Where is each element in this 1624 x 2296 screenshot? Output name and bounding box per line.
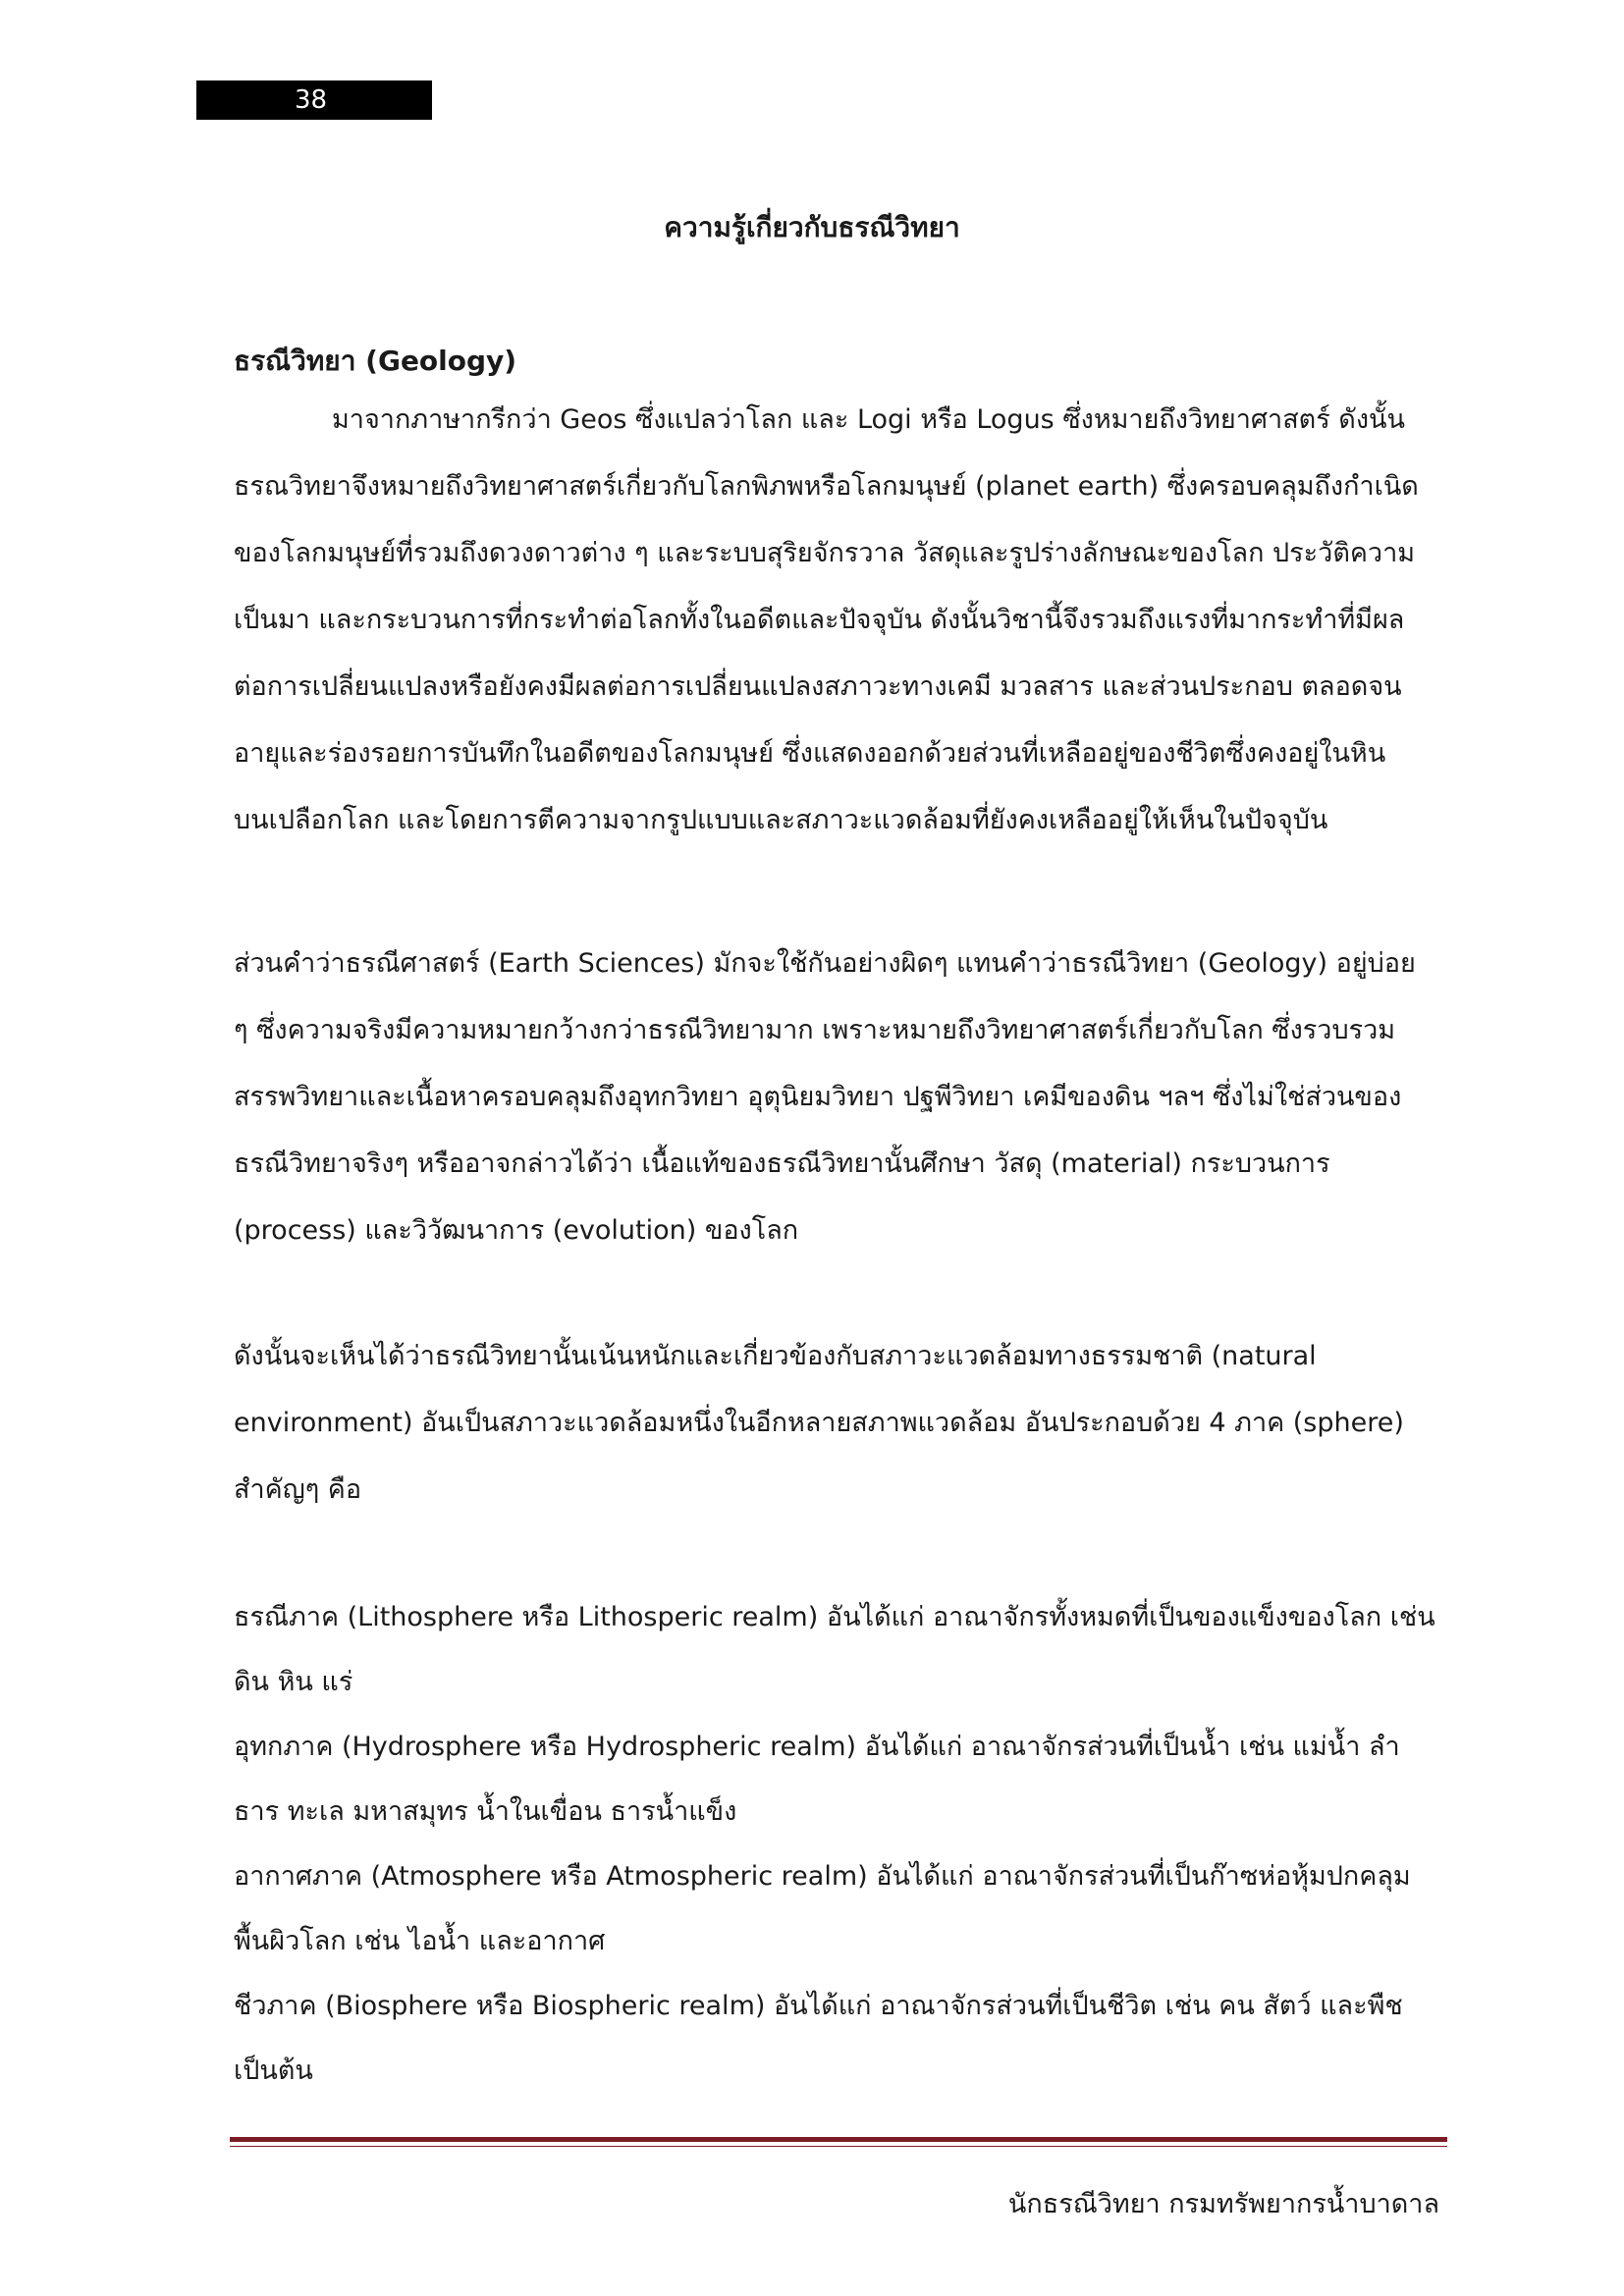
text-line: พื้นผิวโลก เช่น ไอน้ำ และอากาศ xyxy=(234,1926,606,1956)
paragraph-earth-sciences xyxy=(234,931,1441,1264)
text-line: ธรณีวิทยาจริงๆ หรืออาจกล่าวได้ว่า เนื้อแท้ของธรณีวิทยานั้นศึกษา วัสดุ (material) กระบวนการ xyxy=(234,1148,1330,1179)
text-line: อากาศภาค (Atmosphere หรือ Atmospheric realm) อันได้แก่ อาณาจักรส่วนที่เป็นก๊าซห่อหุ้มปกคลุม xyxy=(234,1861,1411,1892)
text-line: ชีวภาค (Biosphere หรือ Biospheric realm) อันได้แก่ อาณาจักรส่วนที่เป็นชีวิต เช่น คน สัตว์ และพืช xyxy=(234,1991,1403,2021)
text-line: สรรพวิทยาและเนื้อหาครอบคลุมถึงอุทกวิทยา อุตุนิยมวิทยา ปฐพีวิทยา เคมีของดิน ฯลฯ ซึ่งไม่ใช่ส่วนของ xyxy=(234,1082,1402,1112)
text-line: ต่อการเปลี่ยนแปลงหรือยังคงมีผลต่อการเปลี่ยนแปลงสภาวะทางเคมี มวลสาร และส่วนประกอบ ตลอดจน xyxy=(234,671,1402,702)
text-line: สำคัญๆ คือ xyxy=(234,1474,362,1505)
paragraph-geology-definition xyxy=(234,387,1441,854)
footer-divider xyxy=(230,2137,1447,2142)
text-line: (process) และวิวัฒนาการ (evolution) ของโลก xyxy=(234,1215,799,1246)
text-line: มาจากภาษากรีกว่า Geos ซึ่งแปลว่าโลก และ Logi หรือ Logus ซึ่งหมายถึงวิทยาศาสตร์ ดังนั้น xyxy=(332,404,1405,435)
text-line: ธรณีภาค (Lithosphere หรือ Lithosperic realm) อันได้แก่ อาณาจักรทั้งหมดที่เป็นของแข็งของโลก เช่น xyxy=(234,1602,1435,1632)
text-line: อายุและร่องรอยการบันทึกในอดีตของโลกมนุษย์ ซึ่งแสดงออกด้วยส่วนที่เหลืออยู่ของชีวิตซึ่งคงอยู่ในหิน xyxy=(234,738,1386,769)
footer-text: นักธรณีวิทยา กรมทรัพยากรน้ำบาดาล xyxy=(1007,2189,1439,2219)
text-line: ธรณวิทยาจึงหมายถึงวิทยาศาสตร์เกี่ยวกับโลกพิภพหรือโลกมนุษย์ (planet earth) ซึ่งครอบคลุมถึงกำเนิด xyxy=(234,471,1419,502)
text-line: อุทกภาค (Hydrosphere หรือ Hydrospheric realm) อันได้แก่ อาณาจักรส่วนที่เป็นน้ำ เช่น แม่น้ำ ลำ xyxy=(234,1732,1400,1762)
page-title: ความรู้เกี่ยวกับธรณีวิทยา xyxy=(664,211,960,243)
text-line: ธาร ทะเล มหาสมุทร น้ำในเขื่อน ธารน้ำแข็ง xyxy=(234,1796,737,1827)
text-line: ดังนั้นจะเห็นได้ว่าธรณีวิทยานั้นเน้นหนักและเกี่ยวข้องกับสภาวะแวดล้อมทางธรรมชาติ (natural xyxy=(234,1341,1317,1371)
text-line: ของโลกมนุษย์ที่รวมถึงดวงดาวต่าง ๆ และระบบสุริยจักรวาล วัสดุและรูปร่างลักษณะของโลก ประวัติความ xyxy=(234,538,1416,568)
text-line: ส่วนคำว่าธรณีศาสตร์ (Earth Sciences) มักจะใช้กันอย่างผิดๆ แทนคำว่าธรณีวิทยา (Geology) อยู่บ่อย xyxy=(234,948,1416,979)
text-line: เป็นต้น xyxy=(234,2056,313,2086)
page-number: 38 xyxy=(295,85,328,115)
text-line: บนเปลือกโลก และโดยการตีความจากรูปแบบและสภาวะแวดล้อมที่ยังคงเหลืออยู่ให้เห็นในปัจจุบัน xyxy=(234,805,1328,835)
paragraph-natural-environment xyxy=(234,1323,1441,1523)
spheres-list xyxy=(234,1584,1441,2103)
text-line: environment) อันเป็นสภาวะแวดล้อมหนึ่งในอีกหลายสภาพแวดล้อม อันประกอบด้วย 4 ภาค (sphere) xyxy=(234,1408,1404,1438)
text-line: เป็นมา และกระบวนการที่กระทำต่อโลกทั้งในอดีตและปัจจุบัน ดังนั้นวิชานี้จึงรวมถึงแรงที่มากระทำที่มีผล xyxy=(234,605,1405,635)
section-heading: ธรณีวิทยา (Geology) xyxy=(234,345,517,377)
text-line: ดิน หิน แร่ xyxy=(234,1667,353,1697)
text-line: ๆ ซึ่งความจริงมีความหมายกว้างกว่าธรณีวิทยามาก เพราะหมายถึงวิทยาศาสตร์เกี่ยวกับโลก ซึ่งรวบรวม xyxy=(234,1015,1396,1045)
footer-divider-thin xyxy=(230,2146,1447,2147)
